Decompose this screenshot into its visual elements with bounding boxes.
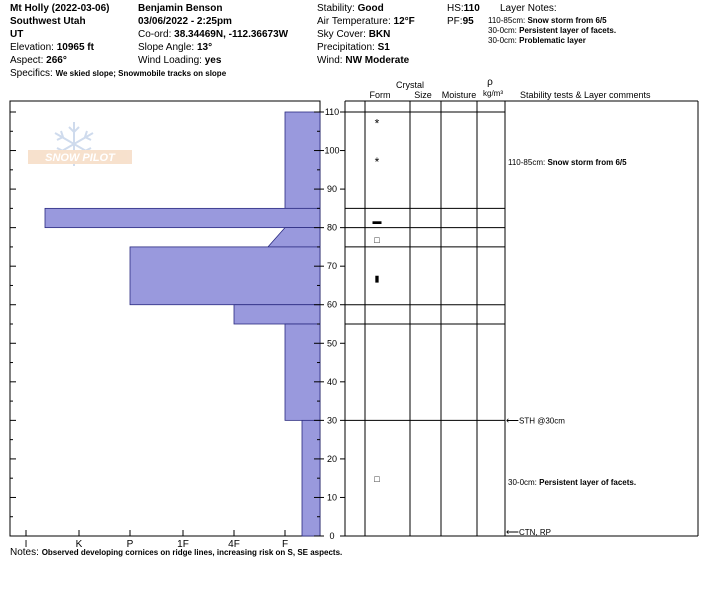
hardness-bar	[130, 247, 320, 305]
layer-comment	[519, 416, 565, 425]
form-header: Form	[369, 90, 391, 100]
state: UT	[10, 29, 24, 40]
grain-form-symbol: □	[374, 474, 380, 485]
comment-range: 110-85cm:	[508, 158, 548, 168]
pf-label: PF:	[447, 16, 463, 27]
depth-tick-label: 70	[326, 261, 338, 272]
layer-comment	[508, 478, 636, 487]
specifics-value: We skied slope; Snowmobile tracks on slope	[55, 69, 227, 78]
grain-form-symbol: ▮	[374, 273, 380, 284]
hardness-bar	[285, 324, 320, 420]
comment-text: Snow storm from 6/5	[547, 158, 627, 168]
elevation-value: 10965 ft	[56, 42, 94, 53]
air-temp-label: Air Temperature:	[317, 16, 391, 27]
specifics-label: Specifics:	[10, 68, 53, 79]
density-unit: kg/m³	[483, 89, 503, 98]
coord-label: Co-ord:	[138, 29, 172, 40]
grain-form-symbol: □	[374, 235, 380, 246]
layer-note-text: Snow storm from 6/5	[527, 16, 607, 25]
layer-note-text: Problematic layer	[519, 36, 586, 45]
layer-comment	[508, 158, 627, 167]
coord-value: 38.34469N, -112.36673W	[174, 29, 289, 40]
comment-arrow-icon: ⟵	[506, 415, 519, 426]
precip-label: Precipitation:	[317, 42, 375, 53]
hs-value: 110	[463, 3, 480, 14]
sky-label: Sky Cover:	[317, 29, 366, 40]
comment-text: STH @30cm	[519, 416, 565, 426]
location-title: Mt Holly (2022-03-06)	[10, 3, 110, 14]
comment-arrow-icon: ⟵	[506, 527, 519, 538]
grain-form-symbol: ▬	[372, 215, 382, 226]
observer: Benjamin Benson	[138, 3, 223, 14]
air-temp-value: 12°F	[393, 16, 415, 27]
hardness-bar	[234, 305, 320, 324]
layer-notes-title: Layer Notes:	[500, 3, 557, 14]
stability-value: Good	[357, 3, 384, 14]
logo-text: SNOW PILOT	[45, 152, 115, 164]
depth-tick-label: 60	[326, 299, 338, 310]
depth-tick-label: 0	[329, 531, 335, 541]
depth-tick-label: 110	[324, 107, 340, 117]
datetime: 03/06/2022 - 2:25pm	[138, 16, 232, 27]
layer-note-range: 30-0cm:	[488, 26, 517, 35]
comment-text: Persistent layer of facets.	[539, 478, 637, 488]
layer-note-text: Persistent layer of facets.	[519, 26, 617, 35]
elevation-label: Elevation:	[10, 42, 54, 53]
comment-range: 30-0cm:	[508, 478, 540, 488]
hardness-tick-label: P	[126, 539, 134, 550]
hardness-tick-label: 4F	[228, 539, 240, 550]
depth-tick-label: 100	[324, 145, 340, 156]
hardness-tick-label: F	[281, 539, 289, 550]
crystal-header: Crystal	[395, 80, 425, 90]
depth-tick-label: 50	[326, 338, 338, 349]
comment-text: CTN, RP	[519, 528, 551, 538]
aspect-value: 266°	[46, 55, 67, 66]
wind-loading-label: Wind Loading:	[138, 55, 202, 66]
hardness-tick-label: I	[24, 539, 28, 550]
depth-tick-label: 90	[326, 184, 338, 195]
layer-note-range: 110-85cm:	[488, 16, 526, 25]
slope-value: 13°	[196, 42, 213, 53]
stability-label: Stability:	[317, 3, 355, 14]
notes-value: Observed developing cornices on ridge lines, increasing risk on S, SE aspects.	[41, 548, 343, 557]
aspect-label: Aspect:	[10, 55, 44, 66]
moisture-header: Moisture	[441, 90, 477, 100]
size-header: Size	[414, 90, 432, 100]
hs-label: HS:	[447, 3, 464, 14]
depth-tick-label: 80	[326, 222, 338, 233]
wind-loading-value: yes	[204, 55, 222, 66]
hardness-tick-label: K	[75, 539, 83, 550]
region: Southwest Utah	[10, 16, 86, 27]
hardness-bar	[285, 112, 320, 208]
hardness-tick-label: 1F	[177, 539, 189, 550]
slope-label: Slope Angle:	[138, 42, 195, 53]
layer-comment	[519, 528, 551, 537]
notes-label: Notes:	[10, 547, 39, 558]
pf-value: 95	[462, 16, 474, 27]
wind-label: Wind:	[317, 55, 343, 66]
layer-note-range: 30-0cm:	[488, 36, 517, 45]
grain-form-symbol: *	[374, 155, 380, 170]
depth-tick-label: 10	[326, 492, 338, 503]
stability-header: Stability tests & Layer comments	[520, 90, 651, 100]
hardness-panel	[10, 101, 320, 550]
depth-tick-label: 30	[326, 415, 338, 426]
depth-tick-label: 40	[326, 376, 338, 387]
density-symbol: ρ	[487, 77, 493, 88]
layer-panel	[345, 101, 698, 537]
sky-value: BKN	[368, 29, 391, 40]
wind-value: NW Moderate	[345, 55, 410, 66]
grain-form-symbol: *	[374, 116, 380, 131]
depth-tick-label: 20	[326, 453, 338, 464]
precip-value: S1	[377, 42, 390, 53]
hardness-bar	[45, 208, 320, 227]
depth-axis	[320, 107, 345, 541]
hardness-bar	[268, 228, 320, 247]
